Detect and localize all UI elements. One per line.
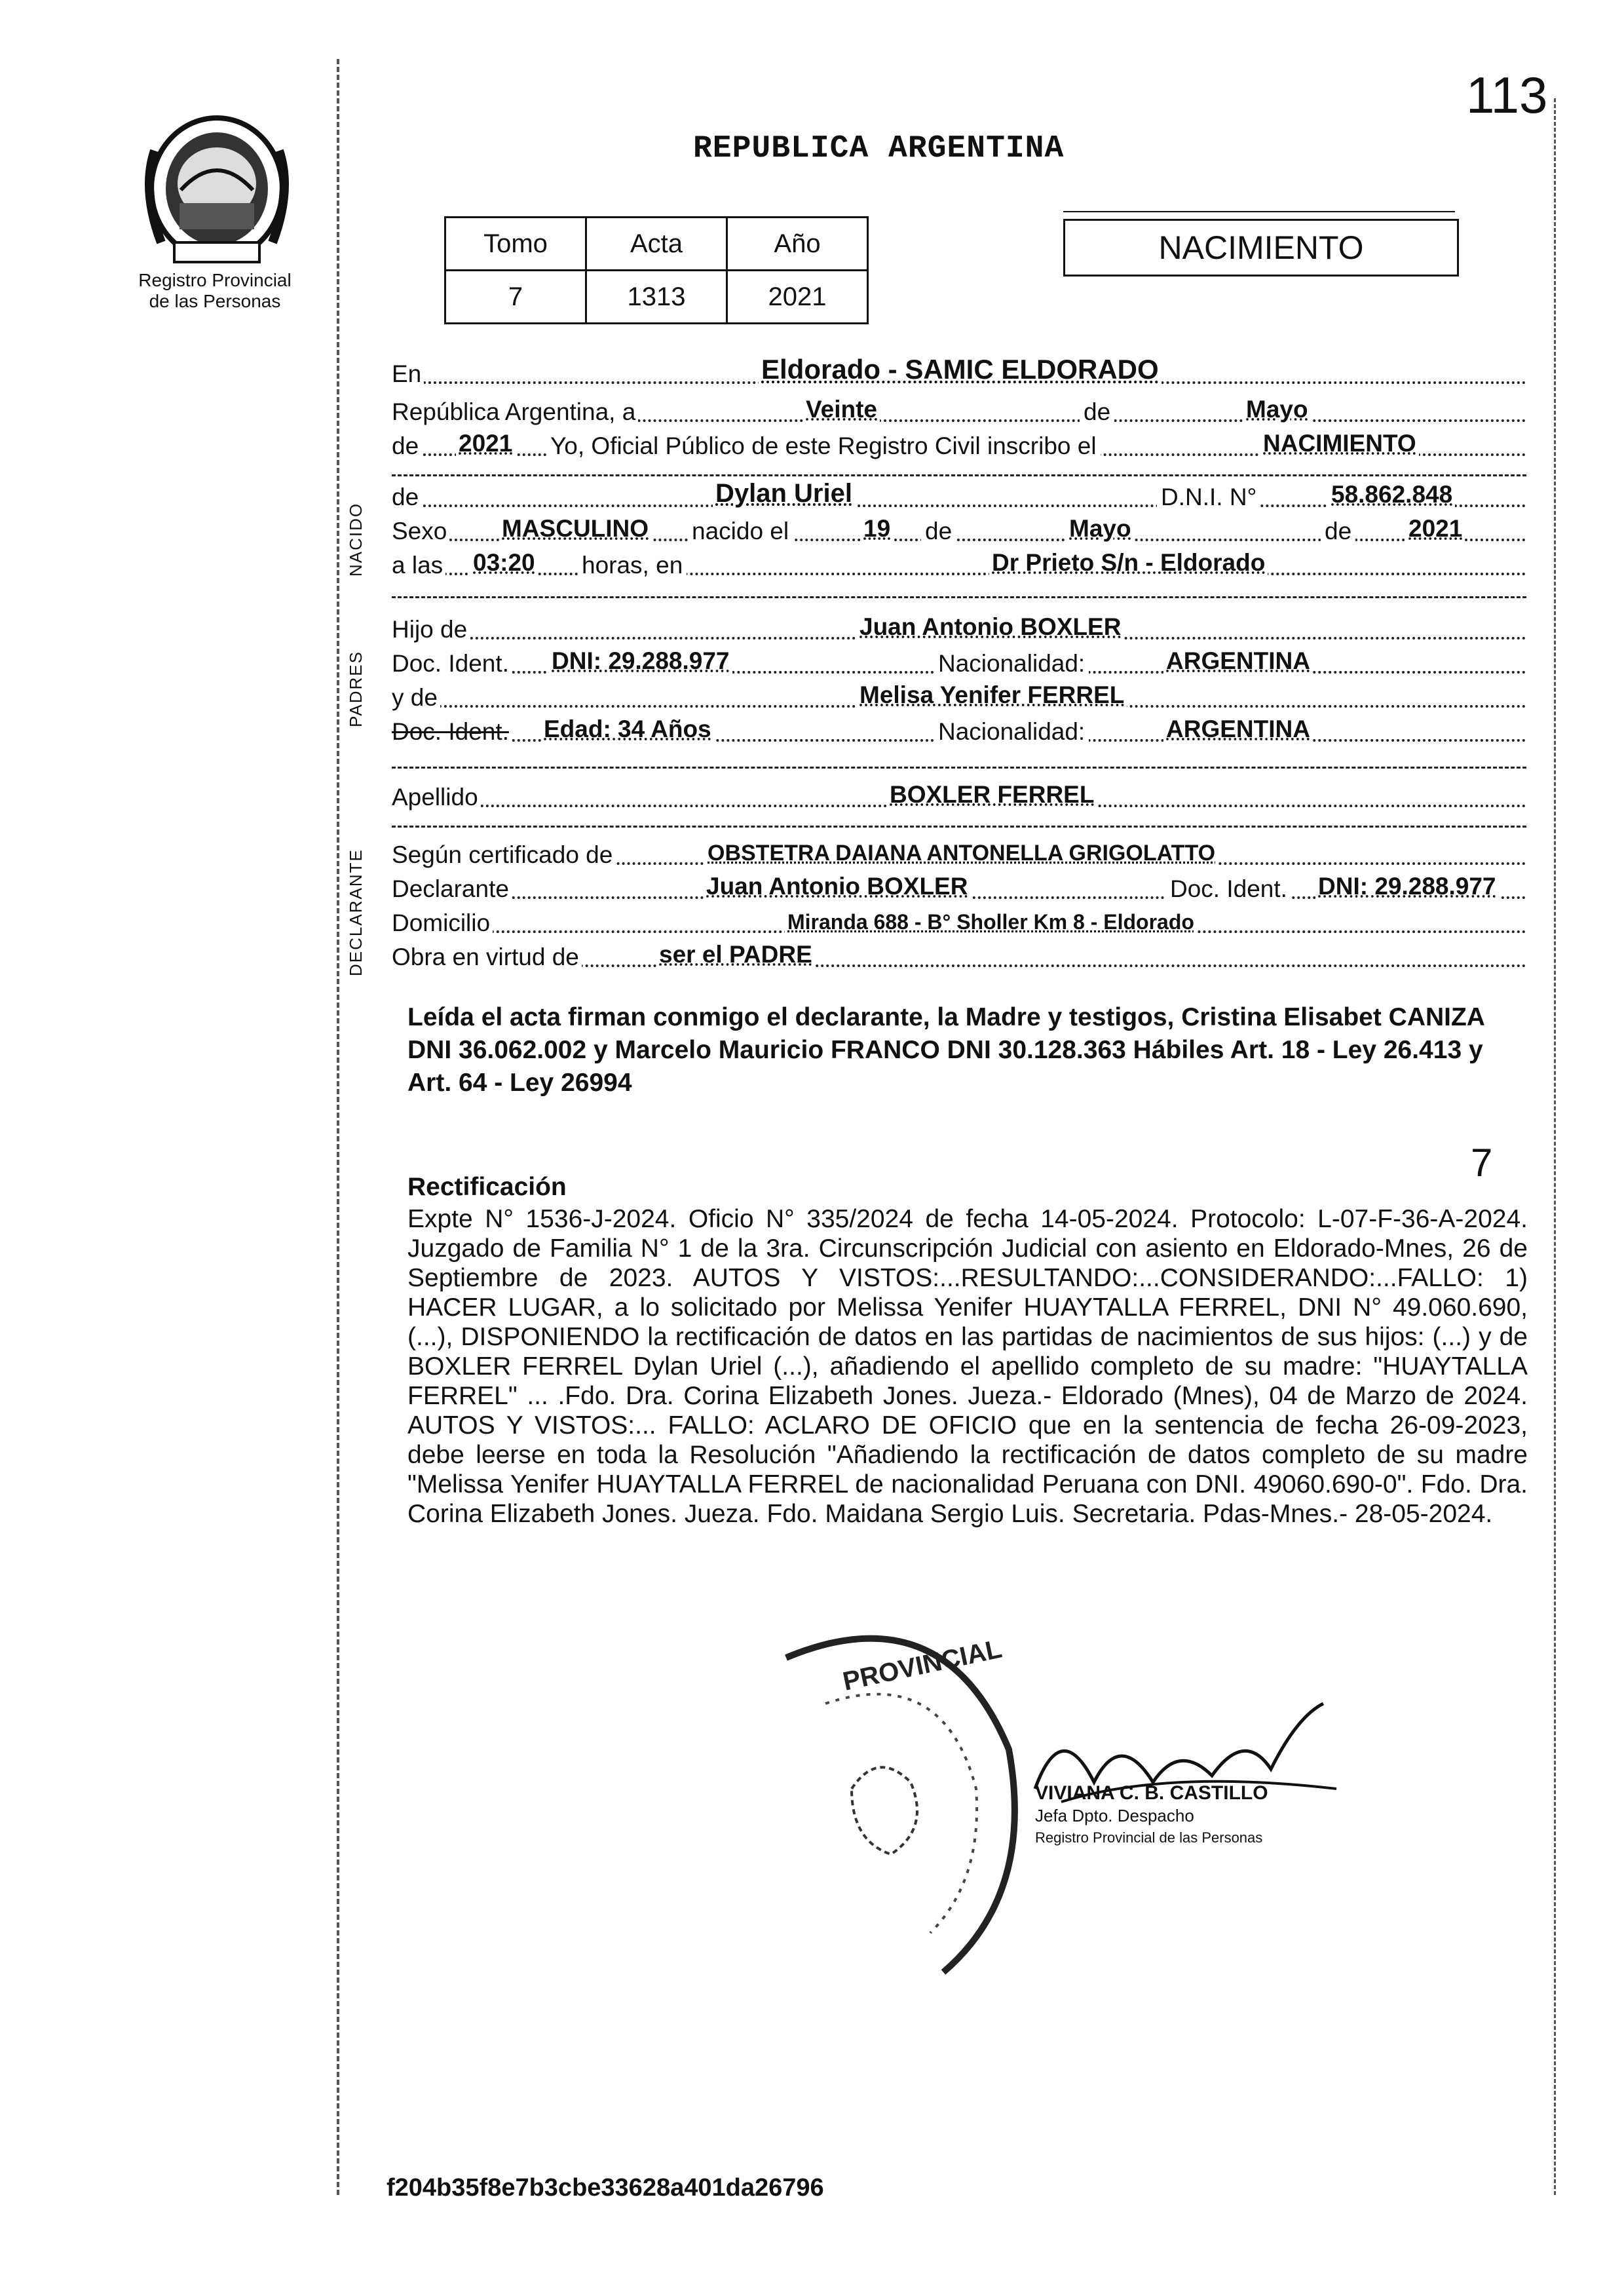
label-de4: de <box>921 518 956 545</box>
row-name <box>392 477 1526 514</box>
record-type-box: NACIMIENTO <box>1063 219 1459 277</box>
birth-address: Dr Prieto S/n - Eldorado <box>989 549 1268 577</box>
child-name: Dylan Uriel <box>713 479 855 508</box>
label-nacionalidad: Nacionalidad: <box>934 650 1089 677</box>
row-certificate <box>392 835 1526 871</box>
province-seal-logo <box>128 111 305 269</box>
father-doc: DNI: 29.288.977 <box>549 647 732 675</box>
birth-day: 19 <box>861 515 893 543</box>
label-alas: a las <box>392 552 445 579</box>
row-date <box>392 392 1526 429</box>
row-declarant <box>392 869 1526 906</box>
record-header-acta: Acta <box>586 218 727 271</box>
child-dni: 58.862.848 <box>1329 481 1455 508</box>
mother-nationality: ARGENTINA <box>1163 716 1313 743</box>
label-yde: y de <box>392 684 440 712</box>
left-margin-line <box>337 59 339 2195</box>
record-type-top-line <box>1063 211 1455 212</box>
label-republica: República Argentina, a <box>392 398 638 426</box>
row-place <box>392 354 1526 391</box>
row-officer <box>392 426 1526 463</box>
record-value-acta: 1313 <box>586 271 727 324</box>
label-doc-declarant: Doc. Ident. <box>1166 875 1291 903</box>
row-reason <box>392 937 1526 974</box>
year: 2021 <box>456 430 515 457</box>
right-margin-line <box>1554 98 1556 2195</box>
document-hash: f204b35f8e7b3cbe33628a401da26796 <box>387 2174 824 2202</box>
section-divider <box>392 826 1526 828</box>
closing-statement: Leída el acta firman conmigo el declarante, la Madre y testigos, Cristina Elisabet CANIZA DNI 36.062.002 y Marcelo Mauricio FRANCO DNI 30.128.363 Hábiles Art. 18 - Ley 26.413 y Art. 64 - Ley 26994 <box>407 1003 1484 1097</box>
rectification-number: 7 <box>1471 1141 1493 1185</box>
label-domicilio: Domicilio <box>392 909 493 937</box>
declarant-name: Juan Antonio BOXLER <box>704 873 970 900</box>
section-divider <box>392 767 1526 769</box>
mother-doc: Edad: 34 Años <box>541 716 714 743</box>
page-number: 113 <box>1466 66 1548 124</box>
label-de: de <box>1080 398 1114 426</box>
label-declarante: Declarante <box>392 875 512 903</box>
country-title: REPUBLICA ARGENTINA <box>693 131 1065 166</box>
declarant-reason: ser el PADRE <box>656 941 815 968</box>
label-doc2-struck: Doc. Ident. <box>392 718 512 746</box>
label-obra: Obra en virtud de <box>392 944 582 971</box>
row-address <box>392 903 1526 940</box>
official-stamp <box>747 1618 1035 1985</box>
father-name: Juan Antonio BOXLER <box>857 613 1124 641</box>
signer-name: VIVIANA C. B. CASTILLO <box>1035 1782 1268 1804</box>
birth-month: Mayo <box>1067 515 1134 543</box>
record-value-anio: 2021 <box>727 271 868 324</box>
label-apellido: Apellido <box>392 784 481 811</box>
rectification-title: Rectificación <box>407 1173 567 1201</box>
side-label-padres: PADRES <box>346 651 366 727</box>
dotted-line <box>392 573 1526 575</box>
label-sexo: Sexo <box>392 518 449 545</box>
row-father-doc <box>392 643 1526 680</box>
side-label-declarante: DECLARANTE <box>346 849 366 976</box>
record-value-tomo: 7 <box>445 271 586 324</box>
row-father <box>392 609 1526 646</box>
label-en: En <box>392 360 424 388</box>
record-header-anio: Año <box>727 218 868 271</box>
label-doc: Doc. Ident. <box>392 650 512 677</box>
record-header-tomo: Tomo <box>445 218 586 271</box>
registry-line-2: de las Personas <box>149 291 281 311</box>
label-horas: horas, en <box>578 552 687 579</box>
signer-office: Registro Provincial de las Personas <box>1035 1829 1263 1846</box>
label-hijo: Hijo de <box>392 616 470 643</box>
section-divider <box>392 474 1526 476</box>
month: Mayo <box>1243 396 1311 423</box>
label-nacionalidad2: Nacionalidad: <box>934 718 1089 746</box>
row-mother-doc <box>392 712 1526 748</box>
registry-name <box>123 270 307 312</box>
label-de5: de <box>1321 518 1355 545</box>
section-divider <box>392 596 1526 598</box>
svg-text:PROVINCIAL: PROVINCIAL <box>840 1634 1005 1696</box>
label-nacido: nacido el <box>688 518 793 545</box>
certificate-issuer: OBSTETRA DAIANA ANTONELLA GRIGOLATTO <box>705 841 1218 866</box>
declarant-address: Miranda 688 - B° Sholler Km 8 - Eldorado <box>785 910 1197 934</box>
officer-text: Yo, Oficial Público de este Registro Civil inscribo el <box>546 432 1101 460</box>
label-dni: D.N.I. N° <box>1157 484 1260 511</box>
mother-name: Melisa Yenifer FERREL <box>857 681 1127 709</box>
birth-year: 2021 <box>1406 515 1465 543</box>
child-sex: MASCULINO <box>499 515 651 543</box>
label-certificado: Según certificado de <box>392 841 615 869</box>
side-label-nacido: NACIDO <box>346 502 366 577</box>
declarant-doc: DNI: 29.288.977 <box>1315 873 1499 900</box>
handwritten-signature <box>1022 1690 1350 1822</box>
row-surname <box>392 777 1526 814</box>
rectification-body: Expte N° 1536-J-2024. Oficio N° 335/2024 de fecha 14-05-2024. Protocolo: L-07-F-36-A-2024. Juzgado de Familia N° 1 de la 3ra. Circunscripción Judicial con asiento en Eldorado-Mnes, 26 de Septiembre de 2023. AUTOS Y VISTOS:...RESULTANDO:...CONSIDERANDO:...FALLO: 1) HACER LUGAR, a lo solicitado por Melissa Yenifer HUAYTALLA FERREL, DNI N° 49.060.690, (...), DISPONIENDO la rectificación de datos en las partidas de nacimientos de sus hijos: (...) y de BOXLER FERREL Dylan Uriel (...), añadiendo el apellido completo de su madre: "HUAYTALLA FERREL" ... .Fdo. Dra. Corina Elizabeth Jones. Jueza.- Eldorado (Mnes), 04 de Marzo de 2024. AUTOS Y VISTOS:... FALLO: ACLARO DE OFICIO que en la sentencia de fecha 26-09-2023, debe leerse en toda la Resolución "Añadiendo la rectificación de datos completo de su madre "Melissa Yenifer HUAYTALLA FERREL de nacionalidad Peruana con DNI. 49060.690-0". Fdo. Dra. Corina Elizabeth Jones. Jueza. Fdo. Maidana Sergio Luis. Secretaria. Pdas-Mnes.- 28-05-2024. <box>407 1205 1528 1528</box>
birth-time: 03:20 <box>470 549 538 577</box>
registry-line-1: Registro Provincial <box>138 270 292 290</box>
act-type: NACIMIENTO <box>1260 430 1419 457</box>
label-de3: de <box>392 484 421 511</box>
record-table <box>444 216 869 324</box>
day-word: Veinte <box>803 396 880 423</box>
row-mother <box>392 677 1526 714</box>
signer-title: Jefa Dpto. Despacho <box>1035 1806 1194 1825</box>
label-de2: de <box>392 432 421 460</box>
father-nationality: ARGENTINA <box>1163 647 1313 675</box>
birth-place: Eldorado - SAMIC ELDORADO <box>759 354 1161 385</box>
surname-value: BOXLER FERREL <box>887 781 1097 809</box>
row-time <box>392 545 1526 582</box>
row-sex <box>392 511 1526 548</box>
